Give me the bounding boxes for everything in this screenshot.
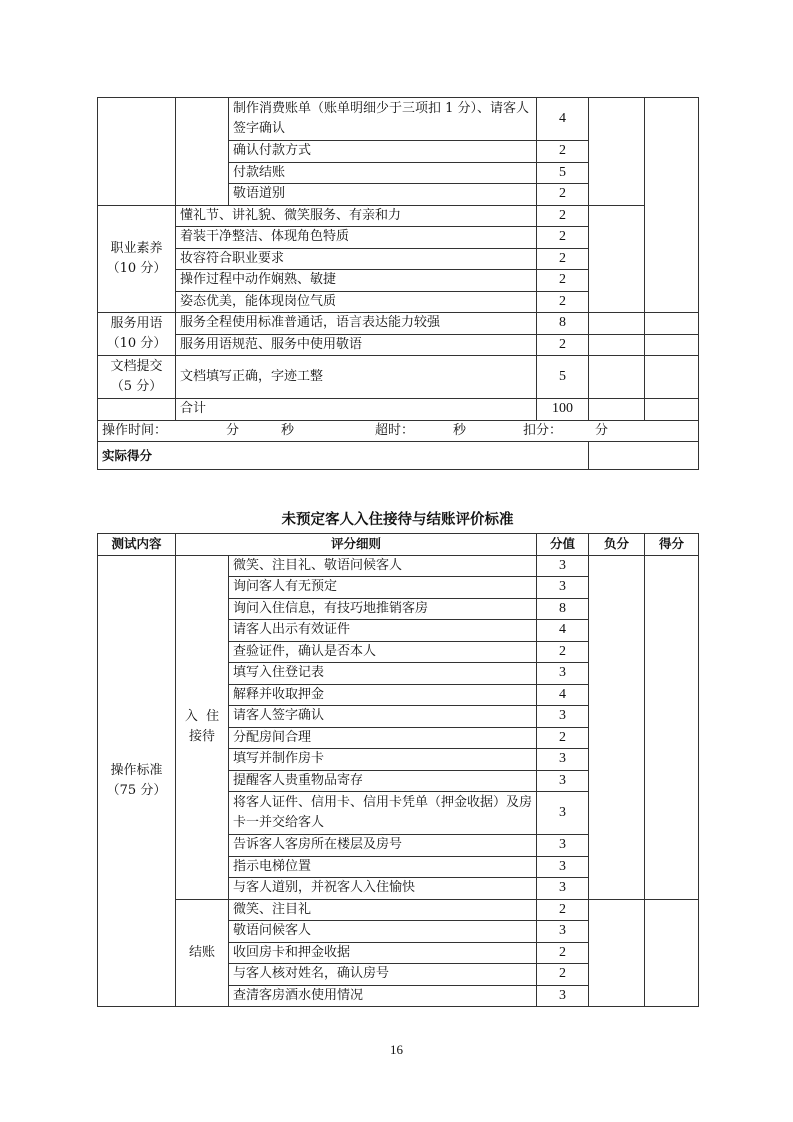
score-value: 2: [537, 184, 589, 206]
category-label: 职业素养: [110, 240, 163, 256]
criteria-text: 查清客房酒水使用情况: [229, 985, 537, 1007]
category-operation-standard: [98, 555, 176, 1007]
table-row: [98, 334, 699, 356]
score-value: 3: [537, 878, 589, 900]
deduct-cell: [589, 98, 645, 206]
deduct-unit: 分: [595, 422, 609, 438]
score-value: 5: [537, 162, 589, 184]
table-title: 未预定客人入住接待与结账评价标准: [281, 512, 514, 528]
criteria-text: 询问客人有无预定: [229, 577, 537, 599]
criteria-text: 提醒客人贵重物品寄存: [229, 770, 537, 792]
score-value: 2: [537, 899, 589, 921]
criteria-text: 微笑、注目礼: [229, 899, 537, 921]
operation-time-cell: [98, 420, 699, 442]
criteria-text: 将客人证件、信用卡、信用卡凭单（押金收据）及房卡一并交给客人: [229, 792, 537, 835]
criteria-text: 操作过程中动作娴熟、敏捷: [176, 270, 537, 292]
criteria-text: 文档填写正确，字迹工整: [176, 356, 537, 399]
op-time-label: 操作时间：: [102, 422, 168, 438]
header-deduct: 负分: [589, 534, 645, 556]
subcategory-checkin: [176, 555, 229, 899]
criteria-text: 填写并制作房卡: [229, 749, 537, 771]
score-value: 2: [537, 641, 589, 663]
score-value: 5: [537, 356, 589, 399]
table-row: [98, 205, 699, 227]
op-minute-unit: 分: [226, 422, 240, 438]
score-value: 3: [537, 835, 589, 857]
operation-time-row: [98, 420, 699, 442]
overtime-label: 超时：: [375, 422, 415, 438]
category-label: 操作标准: [110, 762, 163, 778]
score-value: 2: [537, 334, 589, 356]
criteria-text: 填写入住登记表: [229, 663, 537, 685]
score-value: 2: [537, 141, 589, 163]
header-row: [98, 534, 699, 556]
deduct-cell: [589, 313, 645, 335]
deduct-cell: [589, 899, 645, 1007]
scoring-table-continued: [97, 97, 699, 470]
page-number: 16: [390, 1042, 403, 1057]
actual-score-label: 实际得分: [98, 442, 589, 470]
score-value: 2: [537, 964, 589, 986]
criteria-text: 微笑、注目礼、敬语问候客人: [229, 555, 537, 577]
total-label: 合计: [176, 399, 537, 421]
subcategory-checkout: [176, 899, 229, 1007]
table-row: [98, 555, 699, 577]
score-value: 3: [537, 770, 589, 792]
category-label: 文档提交: [110, 359, 163, 374]
criteria-text: 付款结账: [229, 162, 537, 184]
actual-score-row: [98, 442, 699, 470]
op-second-unit: 秒: [281, 422, 295, 438]
score-value: 3: [537, 749, 589, 771]
criteria-text: 告诉客人客房所在楼层及房号: [229, 835, 537, 857]
actual-score-value: [589, 442, 699, 470]
table-row: [98, 899, 699, 921]
criteria-text: 敬语问候客人: [229, 921, 537, 943]
score-value: 2: [537, 291, 589, 313]
score-value: 8: [537, 313, 589, 335]
header-detail: 评分细则: [176, 534, 537, 556]
score-value: 3: [537, 792, 589, 835]
criteria-text: 着装干净整洁、体现角色特质: [176, 227, 537, 249]
header-value: 分值: [537, 534, 589, 556]
earned-cell: [645, 899, 699, 1007]
score-value: 2: [537, 248, 589, 270]
criteria-text: 请客人签字确认: [229, 706, 537, 728]
earned-cell: [645, 334, 699, 356]
score-value: 2: [537, 942, 589, 964]
deduct-cell: [589, 205, 645, 313]
score-value: 3: [537, 985, 589, 1007]
category-language: [98, 313, 176, 356]
category-points: （5 分）: [110, 379, 163, 394]
earned-cell: [645, 555, 699, 899]
total-score: 100: [537, 399, 589, 421]
earned-cell: [645, 356, 699, 399]
criteria-text: 服务用语规范、服务中使用敬语: [176, 334, 537, 356]
deduct-label: 扣分：: [523, 422, 563, 438]
table-row: [98, 356, 699, 399]
category-professional: [98, 205, 176, 313]
criteria-text: 指示电梯位置: [229, 856, 537, 878]
earned-cell: [645, 399, 699, 421]
category-points: （75 分）: [106, 782, 167, 798]
criteria-text: 服务全程使用标准普通话，语言表达能力较强: [176, 313, 537, 335]
deduct-cell: [589, 399, 645, 421]
deduct-cell: [589, 334, 645, 356]
criteria-text: 请客人出示有效证件: [229, 620, 537, 642]
category-cell-empty: [98, 98, 176, 206]
score-value: 3: [537, 577, 589, 599]
criteria-text: 查验证件，确认是否本人: [229, 641, 537, 663]
category-label: 服务用语: [110, 316, 163, 331]
score-value: 3: [537, 921, 589, 943]
score-value: 3: [537, 706, 589, 728]
criteria-text: 与客人核对姓名，确认房号: [229, 964, 537, 986]
subcategory-cell-empty: [176, 98, 229, 206]
score-value: 3: [537, 663, 589, 685]
criteria-text: 分配房间合理: [229, 727, 537, 749]
subcategory-label: 结账: [188, 944, 215, 960]
criteria-text: 解释并收取押金: [229, 684, 537, 706]
criteria-text: 敬语道别: [229, 184, 537, 206]
table-row: [98, 98, 699, 141]
total-empty: [98, 399, 176, 421]
criteria-text: 询问入住信息，有技巧地推销客房: [229, 598, 537, 620]
table-row: [98, 313, 699, 335]
subcategory-label: 入 住: [184, 709, 220, 724]
criteria-text: 懂礼节、讲礼貌、微笑服务、有亲和力: [176, 205, 537, 227]
overtime-second-unit: 秒: [453, 422, 467, 438]
category-points: （10 分）: [106, 260, 167, 276]
criteria-text: 制作消费账单（账单明细少于三项扣 1 分）、请客人签字确认: [229, 98, 537, 141]
earned-cell: [645, 313, 699, 335]
score-value: 2: [537, 227, 589, 249]
category-points: （10 分）: [106, 336, 167, 351]
criteria-text: 收回房卡和押金收据: [229, 942, 537, 964]
criteria-text: 妆容符合职业要求: [176, 248, 537, 270]
score-value: 4: [537, 684, 589, 706]
category-document: [98, 356, 176, 399]
deduct-cell: [589, 555, 645, 899]
score-value: 2: [537, 727, 589, 749]
score-value: 3: [537, 555, 589, 577]
subcategory-label: 接待: [188, 729, 215, 744]
deduct-cell: [589, 356, 645, 399]
score-value: 8: [537, 598, 589, 620]
score-value: 4: [537, 98, 589, 141]
header-score: 得分: [645, 534, 699, 556]
earned-cell: [645, 98, 699, 313]
score-value: 2: [537, 270, 589, 292]
criteria-text: 姿态优美，能体现岗位气质: [176, 291, 537, 313]
score-value: 3: [537, 856, 589, 878]
criteria-text: 与客人道别，并祝客人入住愉快: [229, 878, 537, 900]
criteria-text: 确认付款方式: [229, 141, 537, 163]
score-value: 2: [537, 205, 589, 227]
checkin-checkout-scoring-table: [97, 533, 699, 1007]
header-content: 测试内容: [98, 534, 176, 556]
score-value: 4: [537, 620, 589, 642]
total-row: [98, 399, 699, 421]
